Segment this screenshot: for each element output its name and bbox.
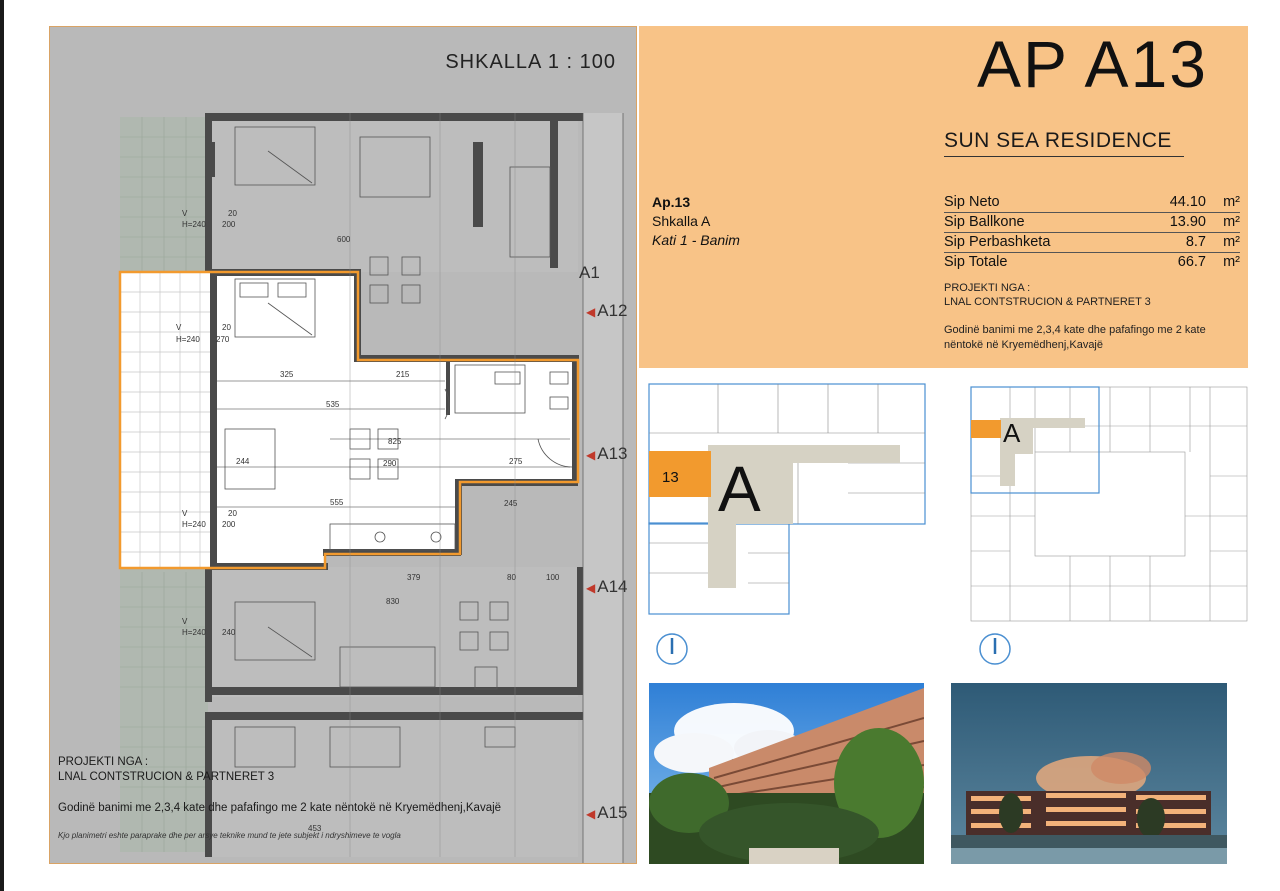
floor-label: Kati 1 - Banim (652, 232, 740, 248)
dim-label: 290 (383, 459, 397, 468)
area-row (944, 233, 1240, 253)
area-value: 13.90 (1169, 214, 1206, 230)
plan-company: LNAL CONTSTRUCION & PARTNERET 3 (58, 771, 275, 783)
area-unit: m² (1223, 234, 1240, 250)
area-label: Sip Neto (944, 194, 1000, 210)
area-value: 8.7 (1185, 234, 1206, 250)
dim-label: 600 (337, 235, 351, 244)
info-projekti (944, 281, 1151, 309)
dim-label: V (182, 209, 188, 218)
dim-label: H=240 (182, 220, 206, 229)
info-description: Godinë banimi me 2,3,4 kate dhe pafafingo me 2 kate nëntokë në Kryemëdhenj,Kavajë (944, 324, 1206, 351)
area-row (944, 193, 1240, 213)
area-unit: m² (1223, 194, 1240, 210)
key-plan-full-drawing (970, 386, 1248, 622)
dim-label: H=240 (182, 520, 206, 529)
dim-label: 245 (504, 499, 518, 508)
key-plan-zoomed-drawing (648, 383, 926, 615)
info-projekti-label: PROJEKTI NGA : (944, 282, 1031, 294)
area-label: Sip Totale (944, 254, 1008, 270)
apartment-number: Ap.13 (652, 194, 691, 210)
plan-projekti-label: PROJEKTI NGA : (58, 756, 149, 768)
dim-label: 325 (280, 370, 294, 379)
building-photo-dusk (951, 683, 1227, 864)
dim-label: 270 (216, 335, 230, 344)
marker-a1: A1 (579, 263, 600, 282)
dim-label: 453 (308, 824, 322, 833)
area-label: Sip Ballkone (944, 214, 1025, 230)
marker-a14: ◀ A14 (586, 577, 628, 596)
dim-label: 200 (222, 220, 236, 229)
area-table (944, 193, 1240, 272)
key-plan-full (970, 386, 1248, 622)
marker-a15: ◀ A15 (586, 803, 628, 822)
dim-label: 20 (222, 323, 231, 332)
info-company: LNAL CONTSTRUCION & PARTNERET 3 (944, 296, 1151, 308)
dim-label: 830 (386, 597, 400, 606)
dim-label: 200 (222, 520, 236, 529)
dim-label: V (176, 323, 182, 332)
dim-label: 244 (236, 457, 250, 466)
area-unit: m² (1223, 254, 1240, 270)
marker-a12: ◀ A12 (586, 301, 628, 320)
dim-label: V (182, 617, 188, 626)
area-row (944, 253, 1240, 272)
area-row (944, 213, 1240, 233)
marker-a13: ◀ A13 (586, 444, 628, 463)
north-arrow-icon (655, 632, 689, 666)
dim-label: H=240 (182, 628, 206, 637)
info-panel (639, 26, 1248, 368)
left-edge-bar (0, 0, 4, 891)
plan-scale-label: SHKALLA 1 : 100 (445, 51, 616, 73)
key-block-label-small: A (1003, 418, 1021, 448)
residence-name: SUN SEA RESIDENCE (944, 129, 1184, 157)
building-photo-day (649, 683, 924, 864)
key-block-label: A (718, 453, 761, 525)
key-plan-zoomed (648, 383, 926, 615)
floor-plan-panel (49, 26, 637, 864)
dim-label: 215 (396, 370, 410, 379)
plan-disclaimer: Kjo planimetri eshte paraprake dhe per arsye teknike mund te jete subjekt i ndryshimeve te vogla (58, 831, 401, 840)
dim-label: 535 (326, 400, 340, 409)
dim-label: H=240 (176, 335, 200, 344)
dim-label: 379 (407, 573, 421, 582)
area-label: Sip Perbashketa (944, 234, 1051, 250)
key-unit-label: 13 (662, 469, 679, 486)
dim-label: 20 (228, 209, 237, 218)
floor-plan-drawing (50, 27, 637, 864)
dim-label: 275 (509, 457, 523, 466)
dim-label: 80 (507, 573, 516, 582)
area-value: 66.7 (1177, 254, 1206, 270)
north-arrow-icon (978, 632, 1012, 666)
area-unit: m² (1223, 214, 1240, 230)
dim-label: V (182, 509, 188, 518)
dim-label: 20 (228, 509, 237, 518)
plan-description: Godinë banimi me 2,3,4 kate dhe pafafingo me 2 kate nëntokë në Kryemëdhenj,Kavajë (58, 802, 502, 814)
apartment-title: AP A13 (977, 27, 1208, 101)
dim-label: 240 (222, 628, 236, 637)
stair-label: Shkalla A (652, 213, 711, 229)
dim-label: 555 (330, 498, 344, 507)
dim-label: 825 (388, 437, 402, 446)
area-value: 44.10 (1169, 194, 1206, 210)
dim-label: 100 (546, 573, 560, 582)
apartment-details (652, 193, 740, 250)
